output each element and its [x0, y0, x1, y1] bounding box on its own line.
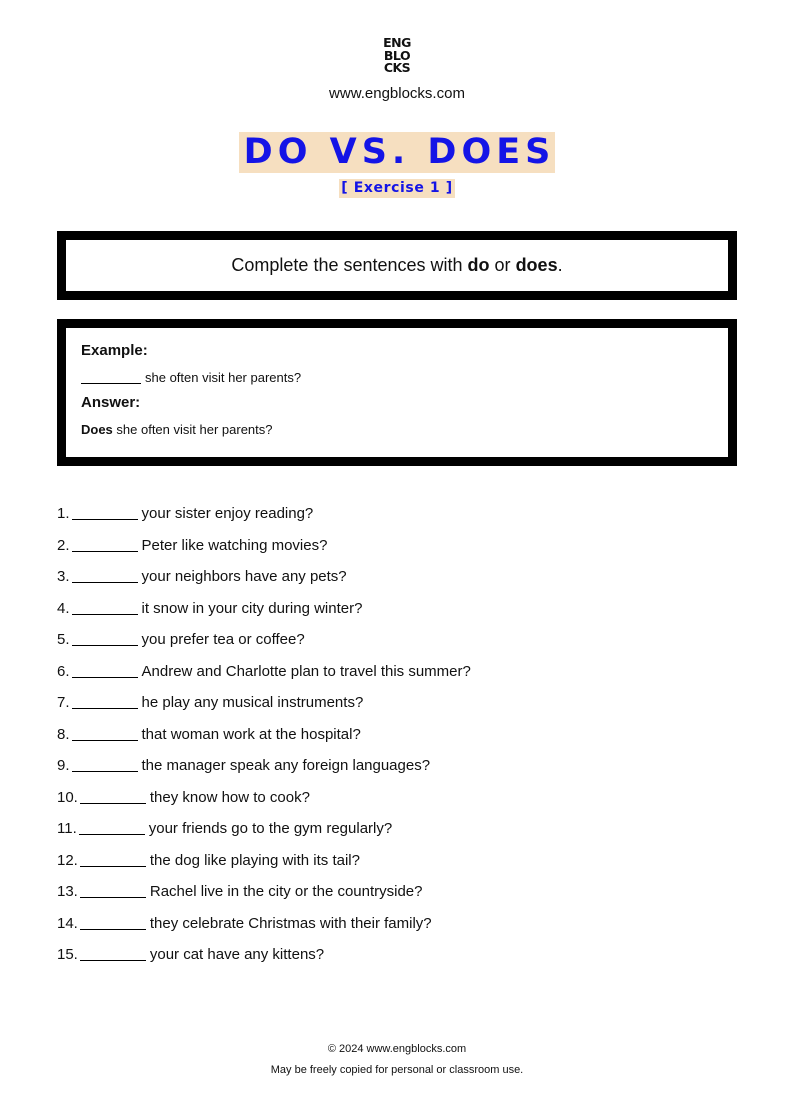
instruction-box: [57, 231, 737, 300]
answer-blank[interactable]: [72, 645, 138, 646]
example-label: Example:: [81, 342, 148, 359]
instruction-word-do: do: [467, 255, 490, 275]
answer-blank[interactable]: [79, 834, 145, 835]
answer-word: Does: [81, 422, 113, 437]
question-item: 11. your friends go to the gym regularly?: [57, 820, 393, 837]
instruction-word-does: does: [515, 255, 558, 275]
answer-blank[interactable]: [72, 614, 138, 615]
question-item: 7. he play any musical instruments?: [57, 694, 364, 711]
question-item: 5. you prefer tea or coffee?: [57, 631, 305, 648]
answer-blank[interactable]: [80, 897, 146, 898]
copyright-text: © 2024 www.engblocks.com: [327, 1043, 467, 1055]
answer-blank[interactable]: [72, 677, 138, 678]
question-item: 12. the dog like playing with its tail?: [57, 851, 360, 869]
exercise-label: [ Exercise 1 ]: [341, 180, 453, 196]
engblocks-logo: [0, 37, 794, 75]
answer-blank[interactable]: [72, 708, 138, 709]
question-item: 14. they celebrate Christmas with their family?: [57, 914, 432, 932]
answer-blank[interactable]: [72, 740, 138, 741]
question-item: 8. that woman work at the hospital?: [57, 725, 361, 743]
page-title: DO VS. DOES: [239, 132, 556, 173]
example-box: [57, 319, 737, 466]
license-text: May be freely copied for personal or classroom use.: [270, 1064, 524, 1076]
answer-blank[interactable]: [80, 929, 146, 930]
answer-blank: [81, 383, 141, 384]
answer-blank[interactable]: [80, 960, 146, 961]
question-item: 2. Peter like watching movies?: [57, 536, 328, 554]
answer-label: Answer:: [81, 394, 141, 411]
question-item: 3. your neighbors have any pets?: [57, 568, 347, 585]
example-sentence: she often visit her parents?: [81, 370, 728, 386]
logo-line: CKS: [383, 60, 411, 75]
answer-blank[interactable]: [72, 551, 138, 552]
question-item: 10. they know how to cook?: [57, 788, 310, 806]
question-item: 6. Andrew and Charlotte plan to travel this summer?: [57, 662, 471, 680]
answer-sentence: Does she often visit her parents?: [81, 422, 273, 437]
logo-line: BLO: [383, 47, 411, 63]
site-url: www.engblocks.com: [329, 85, 465, 102]
question-item: 9. the manager speak any foreign languages?: [57, 757, 431, 774]
instruction-text: Complete the sentences with do or does.: [231, 255, 563, 275]
logo-line: ENG: [383, 35, 411, 50]
question-item: 13. Rachel live in the city or the countryside?: [57, 883, 423, 900]
question-list: [57, 503, 471, 976]
question-item: 1. your sister enjoy reading?: [57, 505, 314, 522]
answer-blank[interactable]: [72, 771, 138, 772]
question-item: 15. your cat have any kittens?: [57, 946, 325, 963]
answer-blank[interactable]: [72, 582, 138, 583]
question-item: 4. it snow in your city during winter?: [57, 599, 363, 617]
answer-blank[interactable]: [80, 803, 146, 804]
answer-blank[interactable]: [72, 519, 138, 520]
answer-blank[interactable]: [80, 866, 146, 867]
